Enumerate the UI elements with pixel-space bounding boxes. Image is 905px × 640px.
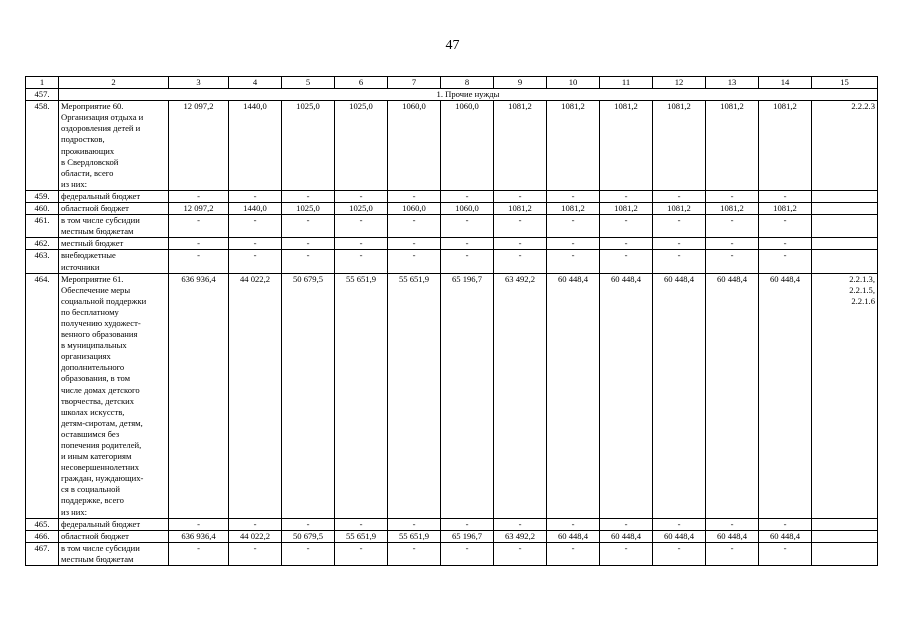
value-cell: - [653,238,706,250]
value-cell: 50 679,5 [282,530,335,542]
value-cell: - [335,190,388,202]
column-number-cell: 14 [759,77,812,89]
value-cell: 1081,2 [600,203,653,215]
value-cell: - [441,518,494,530]
value-cell: 44 022,2 [229,273,282,518]
table-body [26,77,878,566]
value-cell: 60 448,4 [547,530,600,542]
value-cell: 1081,2 [706,101,759,191]
value-cell: - [759,542,812,565]
value-cell: - [759,238,812,250]
section-title: 1. Прочие нужды [59,89,878,101]
value-cell: - [706,238,759,250]
table-row [26,250,878,273]
value-cell: 1081,2 [706,203,759,215]
value-cell: 60 448,4 [600,530,653,542]
value-cell: - [494,542,547,565]
value-cell: - [169,542,229,565]
value-cell: 1025,0 [335,101,388,191]
row-number: 463. [26,250,59,273]
row-label: Мероприятие 61. Обеспечение меры социальной поддержки по бесплатному получению художест- венного образования в муниципальных организациях дополнительного образования, в том числе домах детского творчества, детских школах искусств, детям-сиротам, детям, оставшимся без попечения родителей, и иным категориям несовершеннолетних граждан, нуждающих- ся в социальной поддержке, всего из них: [59,273,169,518]
value-cell: 55 651,9 [335,273,388,518]
value-cell: - [547,238,600,250]
value-cell: - [441,190,494,202]
column-number-cell: 10 [547,77,600,89]
value-cell: 1025,0 [335,203,388,215]
value-cell: - [388,518,441,530]
page-number: 47 [445,38,460,53]
value-cell: - [547,250,600,273]
target-codes [812,250,878,273]
table-row [26,190,878,202]
value-cell: 63 492,2 [494,273,547,518]
target-codes [812,518,878,530]
value-cell: - [494,238,547,250]
target-codes [812,203,878,215]
value-cell: 65 196,7 [441,273,494,518]
value-cell: - [600,190,653,202]
value-cell: - [441,250,494,273]
value-cell: - [653,215,706,238]
row-label: областной бюджет [59,530,169,542]
value-cell: 55 651,9 [388,273,441,518]
row-label: федеральный бюджет [59,190,169,202]
value-cell: 60 448,4 [653,273,706,518]
value-cell: 1440,0 [229,203,282,215]
value-cell: - [600,250,653,273]
column-number-cell: 15 [812,77,878,89]
value-cell: 1025,0 [282,101,335,191]
row-number: 462. [26,238,59,250]
value-cell: - [388,238,441,250]
table-row [26,238,878,250]
value-cell: 60 448,4 [759,273,812,518]
value-cell: - [653,542,706,565]
value-cell: - [388,250,441,273]
row-number: 459. [26,190,59,202]
value-cell: - [600,518,653,530]
table-row [26,273,878,518]
value-cell: - [706,215,759,238]
value-cell: - [335,542,388,565]
value-cell: - [388,215,441,238]
value-cell: - [229,250,282,273]
value-cell: 636 936,4 [169,530,229,542]
value-cell: - [706,542,759,565]
value-cell: 60 448,4 [706,530,759,542]
row-number: 467. [26,542,59,565]
row-number: 457. [26,89,59,101]
value-cell: - [441,238,494,250]
value-cell: - [653,190,706,202]
program-table [25,76,878,566]
value-cell: - [600,238,653,250]
value-cell: - [441,215,494,238]
row-label: местный бюджет [59,238,169,250]
value-cell: - [169,518,229,530]
column-number-row [26,77,878,89]
target-codes [812,190,878,202]
row-number: 464. [26,273,59,518]
value-cell: 60 448,4 [759,530,812,542]
target-codes: 2.2.1.3, 2.2.1.5, 2.2.1.6 [812,273,878,518]
column-number-cell: 9 [494,77,547,89]
target-codes [812,530,878,542]
row-number: 458. [26,101,59,191]
value-cell: 1025,0 [282,203,335,215]
value-cell: 1081,2 [759,101,812,191]
target-codes [812,542,878,565]
table-row [26,215,878,238]
value-cell: 12 097,2 [169,203,229,215]
value-cell: - [706,518,759,530]
row-label: Мероприятие 60. Организация отдыха и оздоровления детей и подростков, проживающих в Свердловской области, всего из них: [59,101,169,191]
value-cell: 12 097,2 [169,101,229,191]
value-cell: 55 651,9 [388,530,441,542]
value-cell: - [547,190,600,202]
value-cell: 50 679,5 [282,273,335,518]
value-cell: - [494,215,547,238]
value-cell: - [759,518,812,530]
target-codes [812,215,878,238]
value-cell: 1081,2 [653,101,706,191]
value-cell: - [335,215,388,238]
value-cell: 1060,0 [441,203,494,215]
value-cell: - [169,250,229,273]
value-cell: - [282,542,335,565]
value-cell: - [282,518,335,530]
value-cell: - [335,238,388,250]
column-number-cell: 3 [169,77,229,89]
column-number-cell: 11 [600,77,653,89]
value-cell: - [229,238,282,250]
value-cell: 1440,0 [229,101,282,191]
value-cell: - [547,542,600,565]
value-cell: - [229,518,282,530]
value-cell: - [653,518,706,530]
value-cell: 1081,2 [547,101,600,191]
value-cell: - [759,250,812,273]
value-cell: 44 022,2 [229,530,282,542]
value-cell: - [547,518,600,530]
value-cell: - [441,542,494,565]
value-cell: - [169,190,229,202]
value-cell: - [282,250,335,273]
value-cell: 1081,2 [494,101,547,191]
table-row [26,542,878,565]
value-cell: - [169,215,229,238]
value-cell: 1081,2 [600,101,653,191]
row-number: 461. [26,215,59,238]
column-number-cell: 6 [335,77,388,89]
value-cell: 1060,0 [441,101,494,191]
value-cell: - [169,238,229,250]
row-label: в том числе субсидии местным бюджетам [59,542,169,565]
value-cell: - [759,215,812,238]
row-label: областной бюджет [59,203,169,215]
value-cell: - [600,215,653,238]
value-cell: - [229,215,282,238]
value-cell: 60 448,4 [706,273,759,518]
value-cell: - [229,542,282,565]
row-number: 466. [26,530,59,542]
table-row [26,101,878,191]
column-number-cell: 8 [441,77,494,89]
target-codes [812,238,878,250]
column-number-cell: 1 [26,77,59,89]
value-cell: - [388,542,441,565]
column-number-cell: 7 [388,77,441,89]
row-label: внебюджетные источники [59,250,169,273]
column-number-cell: 13 [706,77,759,89]
row-number: 465. [26,518,59,530]
value-cell: 1081,2 [653,203,706,215]
value-cell: - [706,190,759,202]
value-cell: - [759,190,812,202]
value-cell: - [494,190,547,202]
value-cell: - [494,518,547,530]
value-cell: - [547,215,600,238]
table-row [26,518,878,530]
value-cell: 1081,2 [547,203,600,215]
value-cell: - [282,238,335,250]
row-number: 460. [26,203,59,215]
value-cell: 60 448,4 [547,273,600,518]
value-cell: - [282,190,335,202]
value-cell: - [229,190,282,202]
value-cell: 1081,2 [494,203,547,215]
column-number-cell: 5 [282,77,335,89]
value-cell: - [706,250,759,273]
value-cell: - [282,215,335,238]
column-number-cell: 12 [653,77,706,89]
value-cell: 65 196,7 [441,530,494,542]
value-cell: 60 448,4 [653,530,706,542]
row-label: в том числе субсидии местным бюджетам [59,215,169,238]
value-cell: - [335,518,388,530]
value-cell: - [653,250,706,273]
value-cell: 636 936,4 [169,273,229,518]
column-number-cell: 4 [229,77,282,89]
value-cell: - [335,250,388,273]
row-label: федеральный бюджет [59,518,169,530]
table-row [26,203,878,215]
value-cell: 55 651,9 [335,530,388,542]
value-cell: 60 448,4 [600,273,653,518]
table-row [26,530,878,542]
target-codes: 2.2.2.3 [812,101,878,191]
value-cell: - [388,190,441,202]
value-cell: - [600,542,653,565]
value-cell: 1060,0 [388,101,441,191]
value-cell: 1060,0 [388,203,441,215]
section-row [26,89,878,101]
value-cell: 63 492,2 [494,530,547,542]
column-number-cell: 2 [59,77,169,89]
value-cell: 1081,2 [759,203,812,215]
value-cell: - [494,250,547,273]
